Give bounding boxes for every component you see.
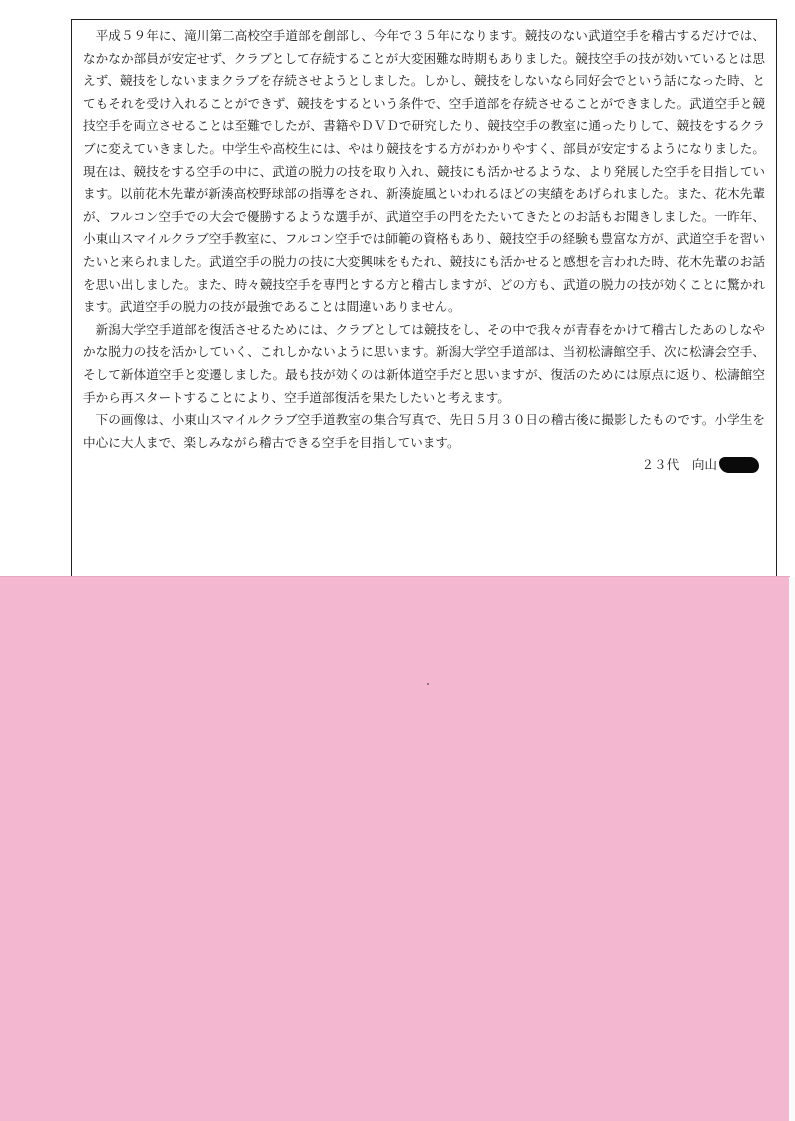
dust-speck (427, 683, 429, 685)
article-paragraph-1: 平成５９年に、滝川第二高校空手道部を創部し、今年で３５年になります。競技のない武道空手を稽古するだけでは、なかなか部員が安定せず、クラブとして存続することが大変困難な時期もありました。競技空手の技が効いているとは思えず、競技をしないままクラブを存続させようとしました。しかし、競技をしないなら同好会でという話になった時、とてもそれを受け入れることができず、競技をするという条件で、空手道部を存続させることができました。武道空手と競技空手を両立させることは至難でしたが、書籍やＤＶＤで研究したり、競技空手の教室に通ったりして、競技をするクラブに変えていきました。中学生や高校生には、やはり競技をする方がわかりやすく、部員が安定するようになりました。現在は、競技をする空手の中に、武道の脱力の技を取り入れ、競技にも活かせるような、より発展した空手を目指しています。以前花木先輩が新湊高校野球部の指導をされ、新湊旋風といわれるほどの実績をあげられました。また、花木先輩が、フルコン空手での大会で優勝するような選手が、武道空手の門をたたいてきたとのお話もお聞きしました。一昨年、小東山スマイルクラブ空手教室に、フルコン空手では師範の資格もあり、競技空手の経験も豊富な方が、武道空手を習いたいと来られました。武道空手の脱力の技に大変興味をもたれ、競技にも活かせると感想を言われた時、花木先輩のお話を思い出しました。また、時々競技空手を専門とする方と稽古しますが、どの方も、武道の脱力の技が効くことに驚かれます。武道空手の脱力の技が最強であることは間違いありません。 (83, 28, 766, 315)
article-paragraph-2: 新潟大学空手道部を復活させるためには、クラブとしては競技をし、その中で我々が青春をかけて稽古したあのしなやかな脱力の技を活かしていく、これしかないように思います。新潟大学空手道部は、当初松濤館空手、次に松濤会空手、そして新体道空手と変遷しました。最も技が効くのは新体道空手だと思いますが、復活のためには原点に返り、松濤館空手から再スタートすることにより、空手道部復活を果たしたいと考えます。 (83, 321, 765, 405)
article-text-box (71, 19, 777, 579)
article-paragraph-3: 下の画像は、小東山スマイルクラブ空手道教室の集合写真で、先日５月３０日の稽古後に撮影したものです。小学生を中心に大人まで、楽しみながら稽古できる空手を目指しています。 (83, 412, 765, 450)
scan-edge (789, 577, 795, 1121)
pink-cover-sheet (0, 576, 790, 1121)
author-signature-text: ２３代 向山 (641, 457, 717, 473)
author-signature (83, 454, 765, 477)
redaction-mark (719, 457, 759, 473)
